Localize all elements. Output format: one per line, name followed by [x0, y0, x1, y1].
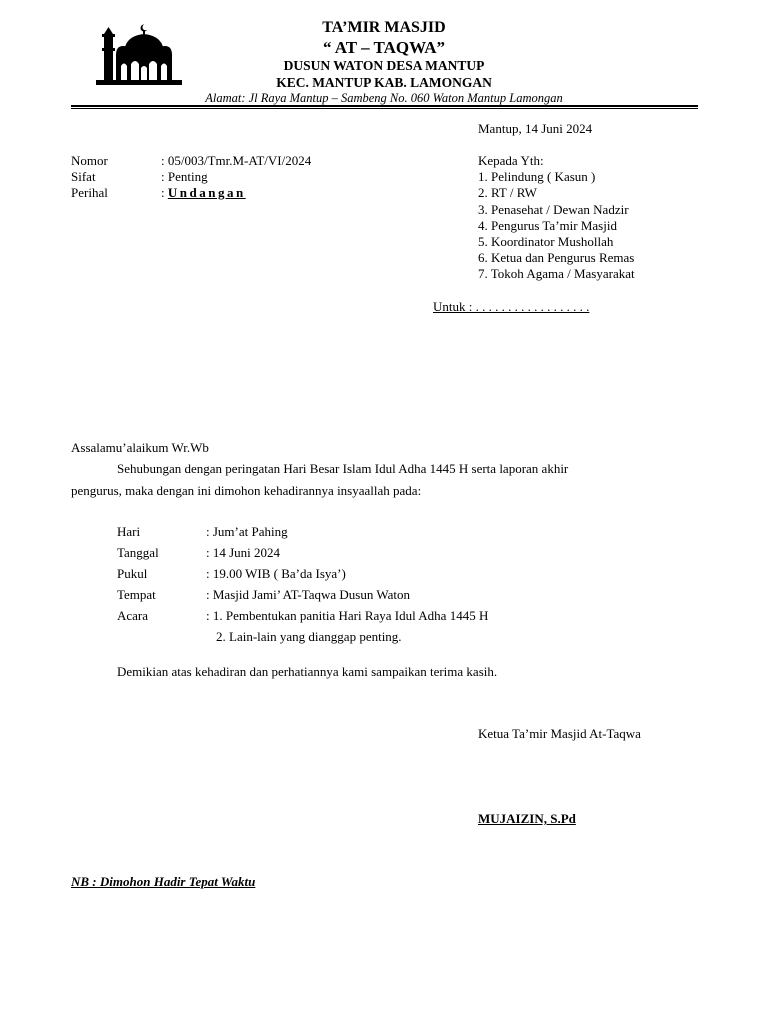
mosque-name: “ AT – TAQWA”: [322, 38, 446, 57]
meta-sifat-label: Sifat: [71, 169, 96, 184]
place-date: Mantup, 14 Juni 2024: [478, 121, 593, 136]
org-title: TA’MIR MASJID: [322, 19, 446, 36]
detail-pukul-label: Pukul: [117, 566, 148, 581]
detail-hari-value: : Jum’at Pahing: [206, 524, 288, 539]
detail-tempat-value: : Masjid Jami’ AT-Taqwa Dusun Waton: [206, 587, 410, 602]
recipient-item: 7. Tokoh Agama / Masyarakat: [478, 266, 635, 281]
meta-sifat-value: : Penting: [161, 169, 208, 184]
meta-perihal-label: Perihal: [71, 185, 108, 200]
recipients-heading: Kepada Yth:: [478, 153, 544, 168]
detail-hari-label: Hari: [117, 524, 141, 539]
greeting: Assalamu’alaikum Wr.Wb: [71, 440, 209, 455]
signature-title: Ketua Ta’mir Masjid At-Taqwa: [478, 726, 641, 741]
detail-acara-line-2: 2. Lain-lain yang dianggap penting.: [216, 629, 402, 644]
detail-pukul-value: : 19.00 WIB ( Ba’da Isya’): [206, 566, 346, 581]
district-line: KEC. MANTUP KAB. LAMONGAN: [276, 75, 492, 90]
detail-tanggal-label: Tanggal: [117, 545, 159, 560]
village-line: DUSUN WATON DESA MANTUP: [283, 58, 485, 73]
detail-tanggal-value: : 14 Juni 2024: [206, 545, 281, 560]
recipient-item: 6. Ketua dan Pengurus Remas: [478, 250, 635, 265]
recipient-item: 4. Pengurus Ta’mir Masjid: [478, 218, 617, 233]
detail-acara-value: : 1. Pembentukan panitia Hari Raya Idul Adha 1445 H: [206, 608, 489, 623]
meta-nomor-label: Nomor: [71, 153, 108, 168]
detail-tempat-label: Tempat: [117, 587, 156, 602]
note: NB : Dimohon Hadir Tepat Waktu: [71, 874, 256, 889]
body-line-2: pengurus, maka dengan ini dimohon kehadirannya insyaallah pada:: [71, 483, 422, 498]
recipient-item: 1. Pelindung ( Kasun ): [478, 169, 596, 184]
recipient-item: 5. Koordinator Mushollah: [478, 234, 614, 249]
meta-nomor-value: : 05/003/Tmr.M-AT/VI/2024: [161, 153, 312, 168]
meta-perihal-colon: :: [161, 185, 168, 200]
meta-perihal-value: Undangan: [167, 185, 246, 200]
closing: Demikian atas kehadiran dan perhatiannya kami sampaikan terima kasih.: [117, 664, 498, 679]
recipient-item: 2. RT / RW: [478, 185, 537, 200]
body-line-1: Sehubungan dengan peringatan Hari Besar Islam Idul Adha 1445 H serta laporan akhir: [117, 461, 569, 476]
untuk-line: Untuk : . . . . . . . . . . . . . . . . . .: [433, 299, 590, 314]
meta-perihal-row: [161, 185, 246, 201]
recipient-item: 3. Penasehat / Dewan Nadzir: [478, 202, 629, 217]
signature-name: MUJAIZIN, S.Pd: [478, 811, 576, 826]
address-line: Alamat: Jl Raya Mantup – Sambeng No. 060 Waton Mantup Lamongan: [205, 91, 563, 105]
header-divider-thin: [71, 108, 698, 109]
detail-acara-label: Acara: [117, 608, 149, 623]
header-divider-thick: [71, 105, 698, 107]
